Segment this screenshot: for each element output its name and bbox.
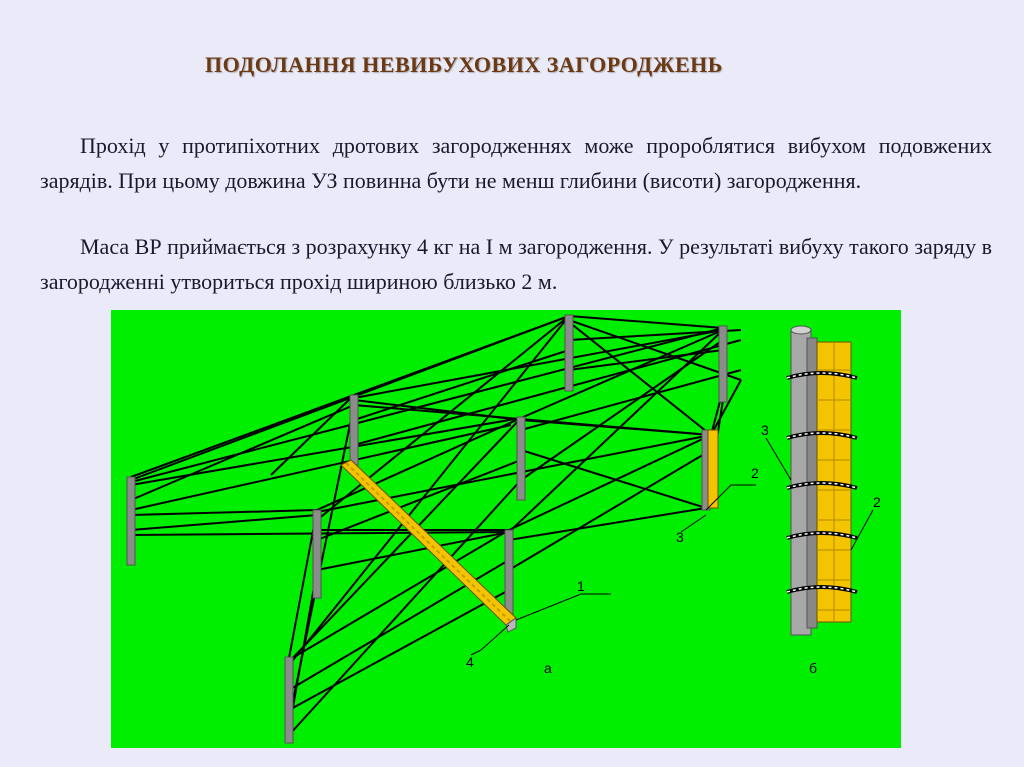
post-mid-3 [505, 530, 513, 620]
barbed-wires [131, 316, 741, 735]
label-b: б [809, 660, 818, 676]
post-mid-2 [313, 510, 321, 598]
page-title: ПОДОЛАННЯ НЕВИБУХОВИХ ЗАГОРОДЖЕНЬ [205, 52, 723, 77]
paragraph-1: Прохід у протипіхотних дротових загородженнях може пророблятися вибухом подовжених зарядів. При цьому довжина УЗ повинна бути не менш глибини (висоти) загородження. [40, 133, 992, 193]
extended-charge [341, 460, 516, 632]
label-b-3: 3 [761, 422, 769, 438]
post-mid-1 [517, 417, 525, 500]
post-left [127, 477, 135, 565]
label-a: а [544, 660, 552, 676]
post-charge-small [708, 430, 718, 508]
diagram-b [766, 326, 873, 635]
post-front [285, 657, 293, 743]
post-back-1 [350, 395, 358, 465]
label-3: 3 [676, 529, 684, 545]
label-b-2: 2 [873, 494, 881, 510]
label-4: 4 [466, 654, 474, 670]
post-back-2 [565, 315, 573, 391]
wire-obstacle-figure [111, 310, 901, 748]
label-2: 2 [751, 465, 759, 481]
paragraph-2: Маса ВР приймається з розрахунку 4 кг на I м загородження. У результаті вибуху такого заряду в загородженні утвориться прохід шириною близько 2 м. [40, 234, 992, 294]
label-1: 1 [577, 578, 585, 594]
diagram-svg [111, 310, 901, 748]
post-back-3 [719, 326, 727, 402]
